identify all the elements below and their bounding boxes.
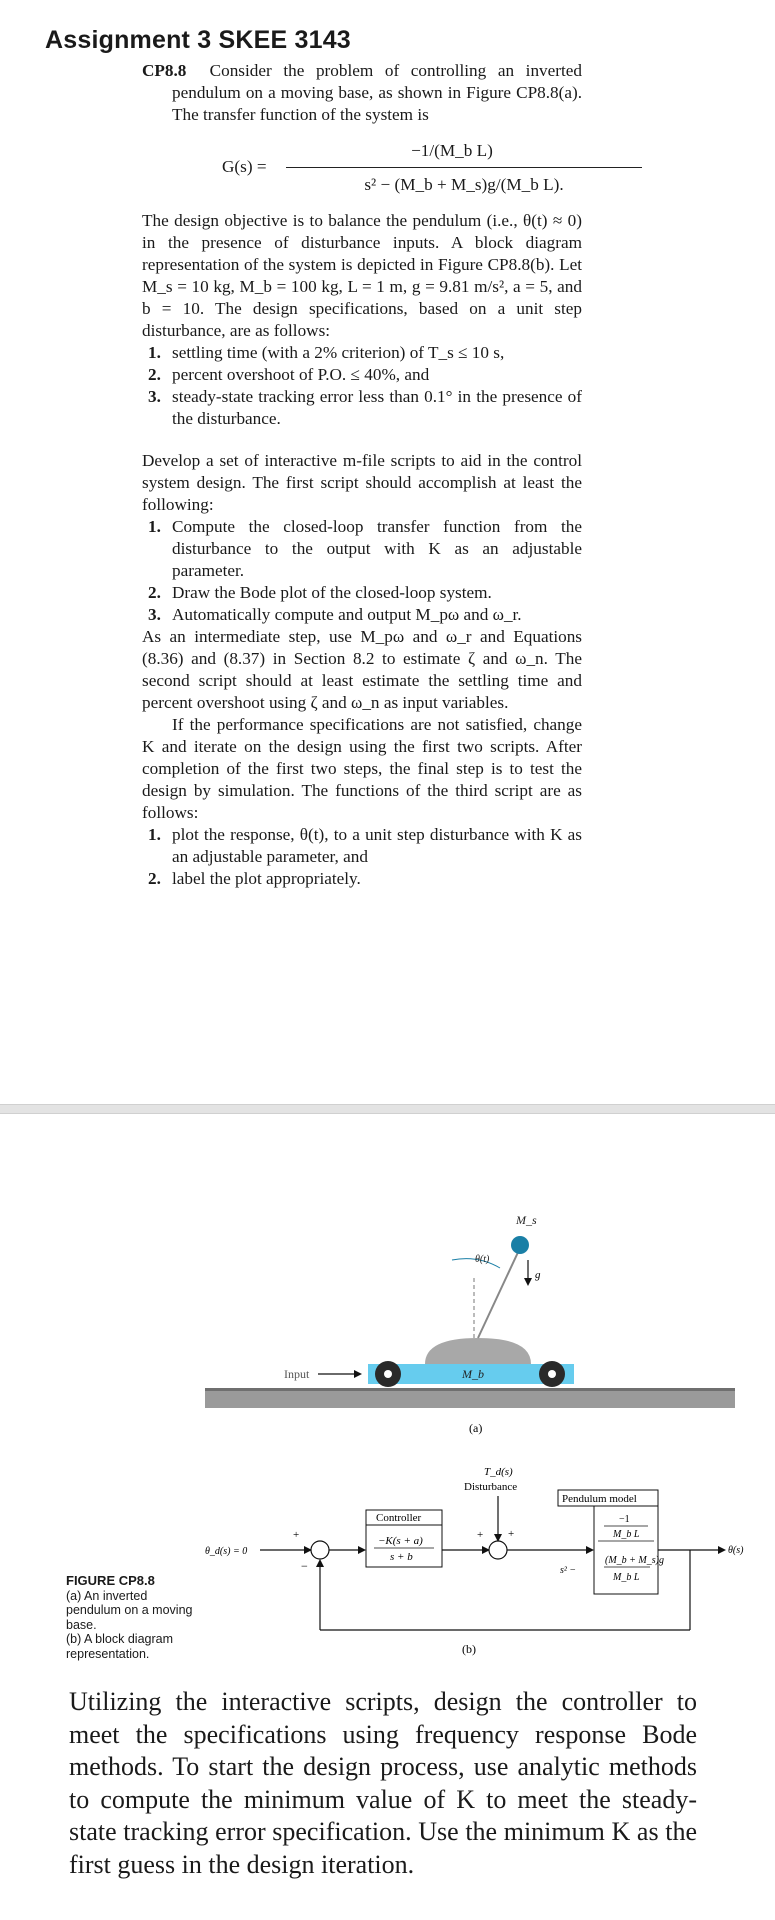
mb-label: M_b [462,1367,484,1381]
fraction-bar [286,167,642,168]
problem-statement [142,60,582,890]
pm-minus1: −1 [619,1514,630,1525]
theta-output-label: θ(s) [728,1545,744,1556]
script1-list [142,516,582,626]
sum2-plus-left: + [477,1529,484,1541]
scripts-paragraph: Develop a set of interactive m-file scripts to aid in the control system design. The first script should accomplish at least the following: [142,451,582,514]
list-item: 1. plot the response, θ(t), to a unit step disturbance with K as an adjustable parameter, and [148,825,582,866]
track-top-edge [205,1388,735,1391]
pm-mix: (M_b + M_s)g [605,1555,664,1566]
pm-mbl-top: M_b L [613,1529,640,1540]
theta-label: θ(t) [475,1254,490,1265]
sum1-plus: + [293,1529,300,1541]
closing-instruction: Utilizing the interactive scripts, design the controller to meet the specifications using frequency response Bode methods. To start the design process, use analytic methods to compute the minimum value of K to meet the steady-state tracking error specification. Use the minimum K as the first guess in the design iteration. [69,1687,697,1879]
page-divider [0,1104,775,1114]
problem-intro: CP8.8 Consider the problem of controlling an inverted pendulum on a moving base, as shown in Figure CP8.8(a). The transfer function of the system is [142,61,582,124]
controller-denominator: s + b [390,1551,413,1563]
g-label: g [535,1269,541,1281]
input-arrowhead [354,1370,362,1378]
pendulum-model-label: Pendulum model [562,1493,637,1505]
pendulum-base [425,1338,531,1364]
eq-denominator: s² − (M_b + M_s)g/(M_b L). [364,175,564,194]
figure-caption [66,1574,196,1661]
list-item: 2. Draw the Bode plot of the closed-loop system. [148,583,492,602]
block-diagram [205,1466,744,1656]
design-objective-paragraph: The design objective is to balance the pendulum (i.e., θ(t) ≈ 0) in the presence of disturbance inputs. A block diagram representation of the system is depicted in Figure CP8.8(b). Let M_s = 10 kg, M_b = 100 kg, L = 1 m, g = 9.81 m/s², a = 5, and b = 10. The design specifications, based on a unit step disturbance, are as follows: [142,211,582,340]
controller-numerator: −K(s + a) [378,1535,423,1547]
iterate-paragraph: If the performance specifications are not satisfied, change K and iterate on the design using the first two scripts. After completion of the first two steps, the final step is to test the design by simulation. The functions of the third script are as follows: [142,715,582,822]
pendulum-cart-illustration [205,1213,735,1435]
list-item: 2. percent overshoot of P.O. ≤ 40%, and [148,365,430,384]
subfig-a-label: (a) [469,1421,483,1435]
sum2-plus-top: + [508,1528,515,1540]
pm-s2: s² − [560,1565,577,1576]
list-item: 1. settling time (with a 2% criterion) of T_s ≤ 10 s, [148,343,505,362]
intermediate-step-paragraph: As an intermediate step, use M_pω and ω_r and Equations (8.36) and (8.37) in Section 8.2 to estimate ζ and ω_n. The second script should at least estimate the settling time and percent overshoot using ζ and ω_n as input variables. [142,627,582,712]
controller-label: Controller [376,1512,422,1524]
pendulum-mass [511,1236,529,1254]
spec-list [142,342,582,430]
list-item: 3. steady-state tracking error less than 0.1° in the presence of the disturbance. [148,387,582,428]
input-label: Input [284,1367,310,1381]
eq-lhs: G(s) = [222,157,267,176]
figure-caption-a: (a) An inverted pendulum on a moving base. [66,1588,193,1632]
figure-caption-b: (b) A block diagram representation. [66,1632,173,1661]
eq-numerator: −1/(M_b L) [411,141,493,160]
sum1-minus: − [301,1559,308,1573]
list-item: 3. Automatically compute and output M_pω and ω_r. [148,605,522,624]
list-item: 2. label the plot appropriately. [148,869,361,888]
subfig-b-label: (b) [462,1642,476,1656]
pm-mbl-bottom: M_b L [613,1572,640,1583]
figure-caption-head: FIGURE CP8.8 [66,1573,155,1588]
problem-id: CP8.8 [142,61,187,80]
list-item: 1. Compute the closed-loop transfer function from the disturbance to the output with K as an adjustable parameter. [148,517,582,580]
track [205,1390,735,1408]
summing-junction-2 [489,1541,507,1559]
disturbance-label: Disturbance [464,1481,518,1493]
theta-d-label: θ_d(s) = 0 [205,1546,248,1557]
page-title: Assignment 3 SKEE 3143 [45,26,351,54]
transfer-function-equation [142,126,582,210]
ms-label: M_s [516,1213,537,1227]
summing-junction-1 [311,1541,329,1559]
script3-list [142,824,582,890]
td-label: T_d(s) [484,1466,513,1478]
